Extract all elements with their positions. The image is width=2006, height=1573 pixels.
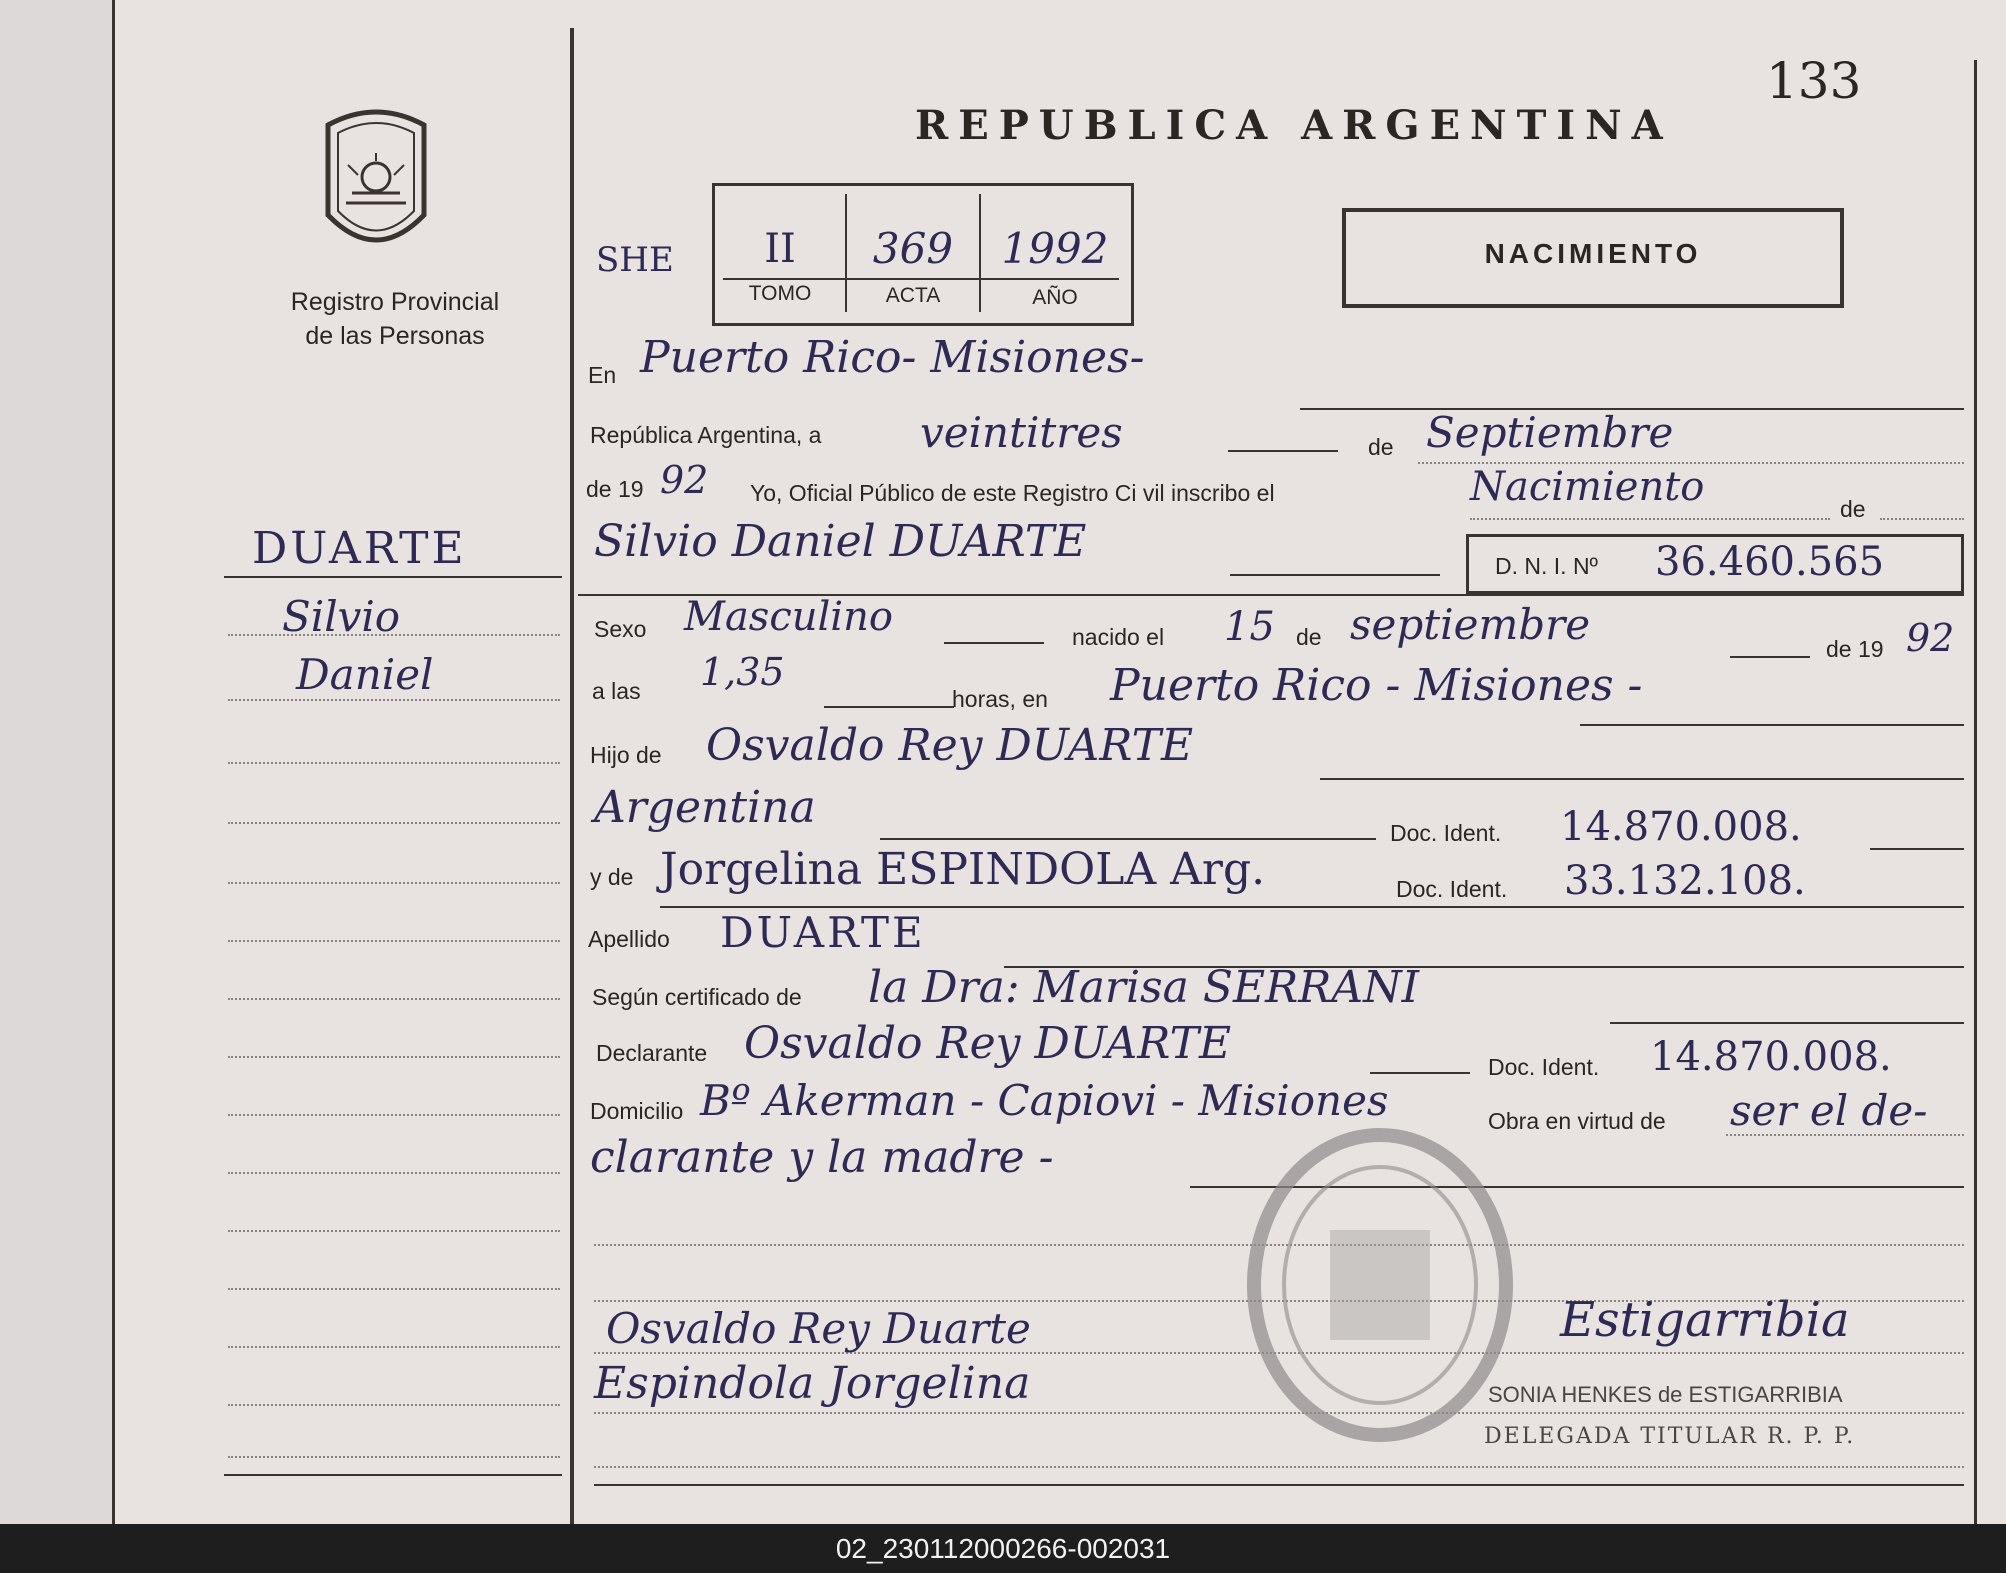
yo-label: Yo, Oficial Público de este Registro Ci vil inscribo el (750, 480, 1275, 506)
field-line (1228, 450, 1338, 452)
field-line (594, 1466, 1964, 1468)
signature-official: Estigarribia (1560, 1292, 1850, 1348)
sidebar-line (228, 1288, 560, 1290)
sidebar-line (228, 1172, 560, 1174)
sidebar-first-name: Silvio (282, 592, 401, 641)
domicilio-label: Domicilio (590, 1098, 684, 1124)
stamp-name: SONIA HENKES de ESTIGARRIBIA (1488, 1382, 1843, 1407)
en-label: En (588, 362, 617, 388)
de19-label-2: de 19 (1826, 636, 1884, 662)
sidebar-line (228, 822, 560, 824)
declarante-label: Declarante (596, 1040, 708, 1066)
field-line (1880, 518, 1964, 520)
obra-value-cont: clarante y la madre - (590, 1132, 1054, 1183)
field-line (1370, 1072, 1470, 1074)
sidebar-line (228, 1404, 560, 1406)
de-label-3: de (1296, 624, 1322, 650)
official-stamp-icon (1240, 1120, 1520, 1450)
stamp-title: DELEGADA TITULAR R. P. P. (1484, 1424, 1856, 1449)
de19-label: de 19 (586, 476, 644, 502)
sidebar-surname-line (224, 576, 562, 578)
sidebar-line (228, 762, 560, 764)
padre-doc: 14.870.008. (1560, 804, 1802, 850)
sidebar-line (228, 998, 560, 1000)
sidebar-second-name: Daniel (296, 650, 434, 699)
certificado-label: Según certificado de (592, 984, 802, 1010)
declarante-doc: 14.870.008. (1650, 1034, 1892, 1080)
field-line (1580, 724, 1964, 726)
sidebar-line (228, 1346, 560, 1348)
sidebar-bottom-line (224, 1474, 562, 1476)
alas-label: a las (592, 678, 641, 704)
margin-line (112, 0, 115, 1524)
sexo-value: Masculino (684, 594, 893, 640)
year-value: 92 (660, 458, 709, 502)
sidebar-line (228, 882, 560, 884)
nacido-dia: 15 (1224, 604, 1275, 650)
column-divider (570, 28, 574, 1524)
field-line (1470, 518, 1830, 520)
signature-father: Osvaldo Rey Duarte (606, 1304, 1031, 1353)
en-value: Puerto Rico- Misiones- (640, 332, 1145, 383)
province-seal-icon (318, 105, 434, 255)
mes-value: Septiembre (1426, 408, 1674, 457)
certificado-value: la Dra: Marisa SERRANI (868, 962, 1420, 1013)
country-title: REPUBLICA ARGENTINA (915, 102, 1673, 149)
acta-label: ACTA (885, 284, 941, 307)
dni-value: 36.460.565 (1655, 539, 1885, 585)
act-type-label: NACIMIENTO (1484, 238, 1702, 269)
hijo-label: Hijo de (590, 742, 662, 768)
doc-label-2: Doc. Ident. (1396, 876, 1508, 902)
field-line (944, 642, 1044, 644)
inscribo-value: Nacimiento (1470, 464, 1705, 510)
signature-mother: Espindola Jorgelina (594, 1358, 1031, 1409)
madre-value: Jorgelina ESPINDOLA Arg. (660, 844, 1266, 895)
padre-value: Osvaldo Rey DUARTE (706, 720, 1194, 771)
right-border (1974, 60, 1977, 1524)
image-id-footer: 02_230112000266-002031 (0, 1524, 2006, 1573)
tomo-value: II (764, 226, 796, 272)
madre-doc: 33.132.108. (1564, 858, 1806, 904)
bottom-line (594, 1484, 1964, 1486)
she-mark: SHE (596, 240, 674, 280)
anio-label: AÑO (1032, 286, 1078, 309)
page-left-margin (0, 0, 112, 1524)
office-name-line1: Registro Provincial (290, 288, 500, 316)
doc-label-3: Doc. Ident. (1488, 1054, 1600, 1080)
nacido-year: 92 (1906, 616, 1955, 660)
sidebar-line (228, 1456, 560, 1458)
doc-label-1: Doc. Ident. (1390, 820, 1502, 846)
sidebar-line (228, 699, 560, 701)
republica-label: República Argentina, a (590, 422, 822, 448)
field-line (880, 838, 1376, 840)
domicilio-value: Bº Akerman - Capiovi - Misiones (700, 1076, 1389, 1125)
de-label-2: de (1840, 496, 1866, 522)
person-name: Silvio Daniel DUARTE (594, 516, 1087, 567)
declarante-value: Osvaldo Rey DUARTE (744, 1018, 1232, 1069)
field-line (1610, 1022, 1964, 1024)
sidebar-line (228, 1114, 560, 1116)
horas-label: horas, en (952, 686, 1048, 712)
sidebar-line (228, 1230, 560, 1232)
nacido-mes: septiembre (1350, 600, 1591, 649)
field-line (824, 706, 954, 708)
office-name-line2: de las Personas (305, 322, 485, 350)
sidebar-surname: DUARTE (252, 523, 467, 574)
dia-value: veintitres (920, 408, 1123, 457)
de-label: de (1368, 434, 1394, 460)
dni-box (1466, 534, 1964, 594)
acta-value: 369 (872, 224, 954, 273)
field-line (1870, 848, 1964, 850)
yde-label: y de (590, 864, 634, 890)
dni-label: D. N. I. Nº (1495, 553, 1598, 579)
act-type-box (1342, 208, 1844, 308)
sexo-label: Sexo (594, 616, 647, 642)
sidebar-line (228, 1056, 560, 1058)
lugar-value: Puerto Rico - Misiones - (1110, 660, 1643, 711)
field-line (1230, 574, 1440, 576)
obra-label: Obra en virtud de (1488, 1108, 1666, 1134)
registry-box (712, 183, 1134, 326)
tomo-label: TOMO (748, 282, 812, 305)
field-line (1320, 778, 1964, 780)
sidebar-line (228, 940, 560, 942)
anio-value: 1992 (1001, 224, 1109, 273)
apellido-value: DUARTE (720, 908, 926, 957)
padre-nacionalidad: Argentina (594, 782, 816, 833)
page-number: 133 (1766, 52, 1862, 110)
field-line (1726, 1134, 1964, 1136)
horas-value: 1,35 (700, 650, 785, 694)
obra-value: ser el de- (1730, 1086, 1928, 1135)
field-line (1730, 656, 1810, 658)
sidebar-line (228, 634, 560, 636)
nacido-label: nacido el (1072, 624, 1165, 650)
apellido-label: Apellido (588, 926, 670, 952)
